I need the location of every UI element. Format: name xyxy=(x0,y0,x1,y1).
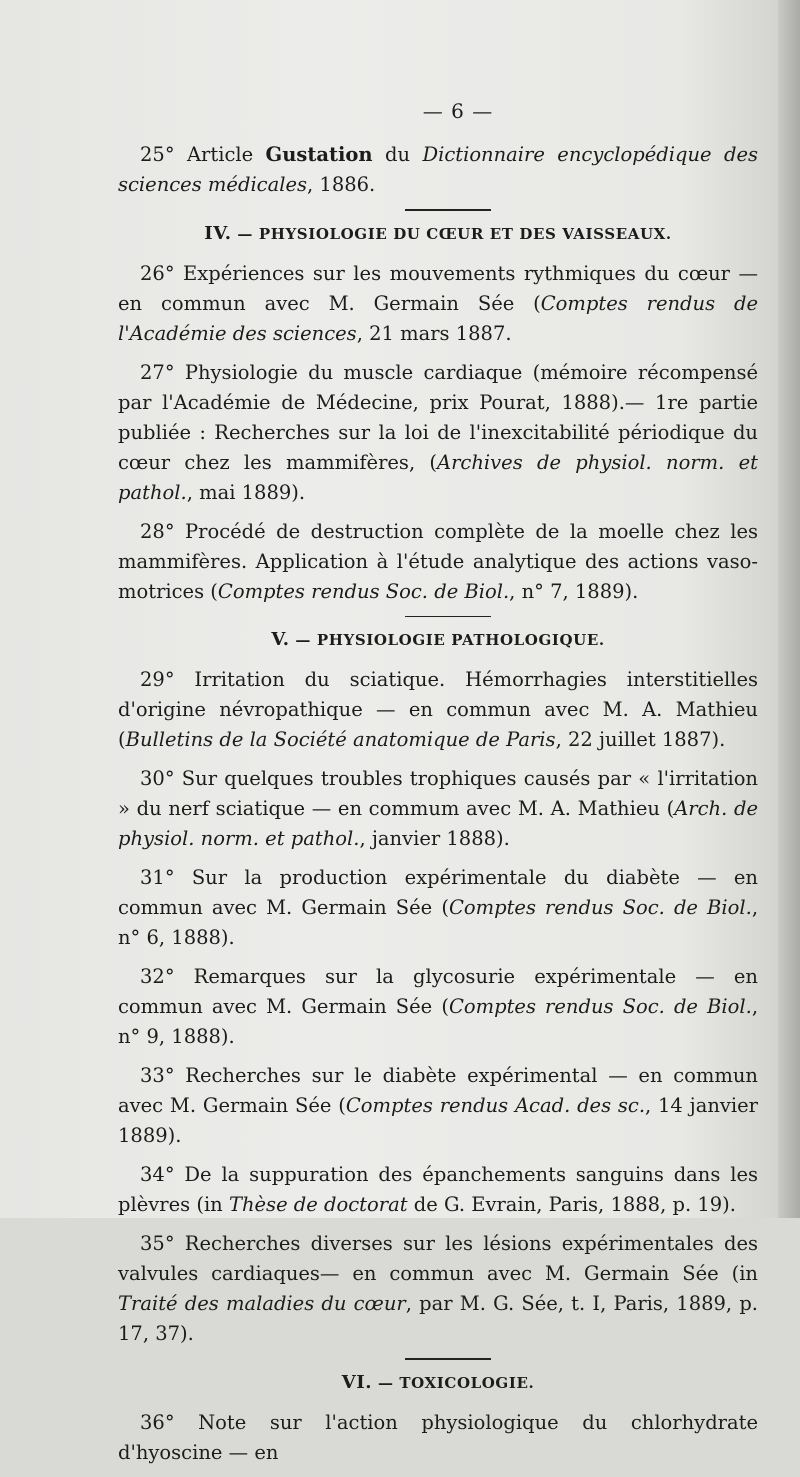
bibliography-entry xyxy=(118,962,758,1052)
entry-citation: Comptes rendus Soc. de Biol. xyxy=(448,995,752,1018)
entry-citation: Arch. de physiol. norm. et pathol. xyxy=(118,797,758,850)
entry-text: , 21 mars 1887. xyxy=(356,321,512,345)
entry-citation: Comptes rendus Acad. des sc. xyxy=(345,1094,646,1117)
entry-keyword: Gustation xyxy=(265,143,373,166)
bibliography-entry xyxy=(118,517,758,607)
section-divider xyxy=(405,1358,491,1360)
bibliography-entry xyxy=(118,863,758,953)
entry-citation: Dictionnaire encyclopédique des sciences médicales xyxy=(118,143,758,196)
bibliography-entry xyxy=(118,665,758,755)
section-number: IV. xyxy=(204,222,232,244)
entry-citation: Comptes rendus Soc. de Biol. xyxy=(448,896,752,919)
section-heading xyxy=(118,1368,758,1398)
bibliography-entry xyxy=(118,1061,758,1151)
entry-text: 25° Article xyxy=(140,143,266,166)
entry-text: du xyxy=(372,143,423,166)
entry-text: 28° Procédé de destruction complète de la moelle chez les mammifères. Application à l'étude analytique des actions vaso-motrices ( xyxy=(118,519,758,603)
entry-citation: Comptes rendus de l'Académie des sciences xyxy=(118,291,758,345)
entry-citation: Comptes rendus Soc. de Biol. xyxy=(217,579,510,603)
section-title: — TOXICOLOGIE. xyxy=(372,1373,535,1392)
entry-text: 29° Irritation du sciatique. Hémorrhagies interstitielles d'origine névropathique — en commun avec M. A. Mathieu ( xyxy=(118,668,758,751)
entry-text: 30° Sur quelques troubles trophiques causés par « l'irritation » du nerf sciatique — en commum avec M. A. Mathieu ( xyxy=(118,767,758,820)
entry-text: , 22 juillet 1887). xyxy=(555,728,726,751)
bibliography-entry xyxy=(118,140,758,200)
page-content xyxy=(118,96,758,1477)
entry-text: , n° 6, 1888). xyxy=(118,896,759,949)
bibliography-entry xyxy=(118,1229,758,1349)
entry-text: 31° Sur la production expérimentale du diabète — en commun avec M. Germain Sée ( xyxy=(118,866,758,919)
section-heading xyxy=(118,625,758,655)
entry-text: 34° De la suppuration des épanchements sanguins dans les plèvres (in xyxy=(118,1163,758,1216)
page-number: — 6 — xyxy=(422,99,494,123)
bibliography-entry xyxy=(118,358,758,508)
entry-text: , mai 1889). xyxy=(186,480,306,504)
entry-text: 32° Remarques sur la glycosurie expérimentale — en commun avec M. Germain Sée ( xyxy=(118,965,758,1018)
entry-text: , n° 7, 1889). xyxy=(509,579,639,603)
section-divider xyxy=(405,209,491,211)
entry-text: 26° Expériences sur les mouvements rythmiques du cœur — en commun avec M. Germain Sée ( xyxy=(118,261,758,315)
bibliography-entry xyxy=(118,764,758,854)
section-number: VI. xyxy=(341,1371,373,1393)
bibliography-entry xyxy=(118,259,758,349)
entry-citation: Archives de physiol. norm. et pathol. xyxy=(118,450,758,504)
bibliography-entry xyxy=(118,1408,758,1468)
text-flow xyxy=(118,140,758,1468)
bibliography-entry xyxy=(118,1160,758,1220)
entry-text: , janvier 1888). xyxy=(359,827,510,850)
section-number: V. xyxy=(271,629,290,650)
entry-text: de G. Evrain, Paris, 1888, p. 19). xyxy=(407,1193,736,1216)
entry-text: 27° Physiologie du muscle cardiaque (mémoire récompensé par l'Académie de Médecine, prix Pourat, 1888).— 1re partie publiée : Recherches sur la loi de l'inexcitabilité périodique du cœur chez les mammifères, ( xyxy=(118,360,758,474)
section-title: — PHYSIOLOGIE DU CŒUR ET DES VAISSEAUX. xyxy=(231,224,672,243)
entry-text: 33° Recherches sur le diabète expérimental — en commun avec M. Germain Sée ( xyxy=(118,1064,758,1117)
section-title: — PHYSIOLOGIE PATHOLOGIQUE. xyxy=(289,631,605,649)
entry-text: , par M. G. Sée, t. I, Paris, 1889, p. 17, 37). xyxy=(118,1292,758,1345)
entry-text: 36° Note sur l'action physiologique du chlorhydrate d'hyoscine — en xyxy=(118,1410,758,1464)
entry-citation: Traité des maladies du cœur xyxy=(118,1292,406,1315)
entry-citation: Thèse de doctorat xyxy=(228,1193,408,1216)
page-edge-shadow xyxy=(778,0,800,1218)
entry-text: , n° 9, 1888). xyxy=(118,995,759,1048)
entry-text: , 1886. xyxy=(307,173,376,196)
entry-text: , 14 janvier 1889). xyxy=(118,1094,758,1147)
entry-text: 35° Recherches diverses sur les lésions expérimentales des valvules cardiaques— en commun avec M. Germain Sée (in xyxy=(118,1232,758,1285)
section-heading xyxy=(118,219,758,249)
section-divider xyxy=(405,616,491,618)
entry-citation: Bulletins de la Société anatomique de Paris xyxy=(125,728,556,751)
